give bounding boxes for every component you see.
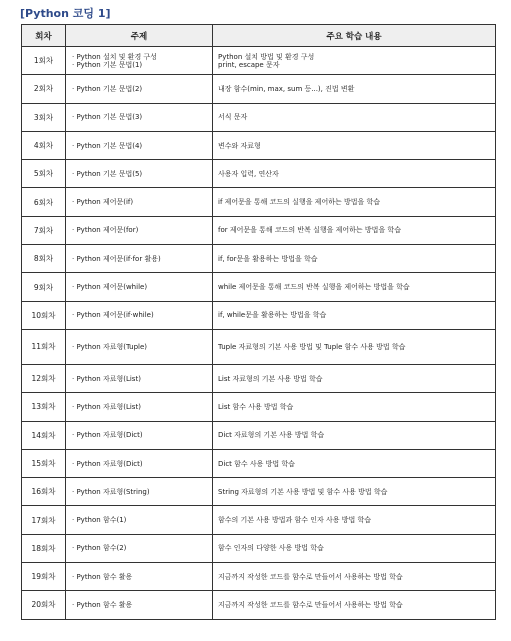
session-number: 4회차 [22,131,66,159]
topic-line: · Python 자료형(List) [72,402,141,411]
content-line: Dict 자료형의 기본 사용 방법 학습 [218,431,325,440]
session-number: 16회차 [22,478,66,506]
topic-cell [66,245,213,273]
session-number: 5회차 [22,160,66,188]
topic-line: · Python 제어문(if·for 활용) [72,254,161,263]
session-number: 2회차 [22,75,66,103]
content-line: if, for문을 활용하는 방법을 학습 [218,254,318,263]
topic-line: · Python 자료형(String) [72,487,150,496]
table-body [22,47,496,620]
table-row [22,506,496,534]
topic-cell [66,160,213,188]
table-row [22,563,496,591]
content-line: if 제어문을 통해 코드의 실행을 제어하는 방법을 학습 [218,198,380,207]
topic-cell [66,103,213,131]
content-cell [213,160,496,188]
document-title: [Python 코딩 1] [20,7,111,20]
topic-cell [66,534,213,562]
table-row [22,103,496,131]
topic-line: · Python 제어문(while) [72,283,148,292]
table-row [22,245,496,273]
content-line: Tuple 자료형의 기본 사용 방법 및 Tuple 함수 사용 방법 학습 [218,342,406,351]
table-row [22,449,496,477]
content-cell [213,478,496,506]
table-row [22,329,496,364]
session-number: 10회차 [22,301,66,329]
topic-line: · Python 기본 문법(5) [72,169,143,178]
content-cell [213,188,496,216]
topic-cell [66,364,213,392]
table-row [22,421,496,449]
session-number: 1회차 [22,47,66,75]
topic-line: · Python 자료형(Dict) [72,431,143,440]
content-cell [213,563,496,591]
topic-cell [66,273,213,301]
topic-cell [66,563,213,591]
topic-line: · Python 함수(2) [72,544,127,553]
session-number: 17회차 [22,506,66,534]
content-line: 함수의 기본 사용 방법과 함수 인자 사용 방법 학습 [218,516,372,525]
topic-cell [66,216,213,244]
content-line: for 제어문을 통해 코드의 반복 실행을 제어하는 방법을 학습 [218,226,401,235]
topic-line: · Python 기본 문법(4) [72,141,143,150]
session-number: 15회차 [22,449,66,477]
table-row [22,478,496,506]
content-cell [213,103,496,131]
topic-line: · Python 자료형(List) [72,374,141,383]
topic-line: · Python 제어문(if·while) [72,311,154,320]
content-cell [213,393,496,421]
content-line: 변수와 자료형 [218,141,261,150]
topic-cell [66,301,213,329]
table-row [22,216,496,244]
content-cell [213,421,496,449]
header-session: 회차 [22,25,66,47]
content-cell [213,506,496,534]
topic-line: · Python 기본 문법(1) [72,60,143,69]
topic-cell [66,478,213,506]
session-number: 18회차 [22,534,66,562]
table-row [22,75,496,103]
session-number: 12회차 [22,364,66,392]
content-line: 서식 문자 [218,113,248,122]
topic-line: · Python 자료형(Tuple) [72,342,148,351]
topic-line: · Python 자료형(Dict) [72,459,143,468]
topic-line: · Python 함수(1) [72,516,127,525]
topic-line: · Python 제어문(for) [72,226,139,235]
content-cell [213,131,496,159]
content-line: List 자료형의 기본 사용 방법 학습 [218,374,323,383]
topic-cell [66,75,213,103]
content-line: if, while문을 활용하는 방법을 학습 [218,311,327,320]
content-cell [213,591,496,619]
content-cell [213,47,496,75]
table-row [22,273,496,301]
session-number: 11회차 [22,329,66,364]
content-cell [213,329,496,364]
content-line: Dict 함수 사용 방법 학습 [218,459,295,468]
topic-cell [66,47,213,75]
content-cell [213,534,496,562]
session-number: 6회차 [22,188,66,216]
content-line: String 자료형의 기본 사용 방법 및 함수 사용 방법 학습 [218,487,388,496]
content-cell [213,216,496,244]
content-cell [213,245,496,273]
content-line: 지금까지 작성한 코드를 함수로 만들어서 사용하는 방법 학습 [218,600,403,609]
content-line: 사용자 입력, 연산자 [218,169,279,178]
table-row [22,534,496,562]
content-cell [213,364,496,392]
content-cell [213,301,496,329]
content-line: 내장 함수(min, max, sum 등...), 진법 변환 [218,84,355,93]
topic-cell [66,591,213,619]
table-row [22,364,496,392]
session-number: 19회차 [22,563,66,591]
topic-line: · Python 함수 활용 [72,572,133,581]
topic-line: · Python 설치 및 환경 구성 [72,52,157,61]
content-line: print, escape 문자 [218,60,280,69]
topic-cell [66,506,213,534]
content-cell [213,75,496,103]
session-number: 9회차 [22,273,66,301]
topic-cell [66,329,213,364]
content-line: Python 설치 방법 및 환경 구성 [218,52,315,61]
session-number: 13회차 [22,393,66,421]
topic-line: · Python 기본 문법(2) [72,84,143,93]
session-number: 7회차 [22,216,66,244]
content-cell [213,273,496,301]
content-line: 지금까지 작성한 코드를 함수로 만들어서 사용하는 방법 학습 [218,572,403,581]
table-row [22,591,496,619]
session-number: 14회차 [22,421,66,449]
table-row [22,47,496,75]
curriculum-table [21,24,496,620]
topic-cell [66,188,213,216]
table-row [22,393,496,421]
header-row [22,25,496,47]
session-number: 3회차 [22,103,66,131]
content-line: List 함수 사용 방법 학습 [218,402,294,411]
session-number: 20회차 [22,591,66,619]
table-row [22,188,496,216]
topic-line: · Python 함수 활용 [72,600,133,609]
topic-cell [66,421,213,449]
topic-cell [66,131,213,159]
table-row [22,131,496,159]
session-number: 8회차 [22,245,66,273]
table-row [22,160,496,188]
topic-cell [66,393,213,421]
topic-line: · Python 제어문(if) [72,198,134,207]
header-content: 주요 학습 내용 [213,25,496,47]
content-line: while 제어문을 통해 코드의 반복 실행을 제어하는 방법을 학습 [218,283,410,292]
topic-cell [66,449,213,477]
table-row [22,301,496,329]
topic-line: · Python 기본 문법(3) [72,113,143,122]
content-cell [213,449,496,477]
header-topic: 주제 [66,25,213,47]
content-line: 함수 인자의 다양한 사용 방법 학습 [218,544,324,553]
